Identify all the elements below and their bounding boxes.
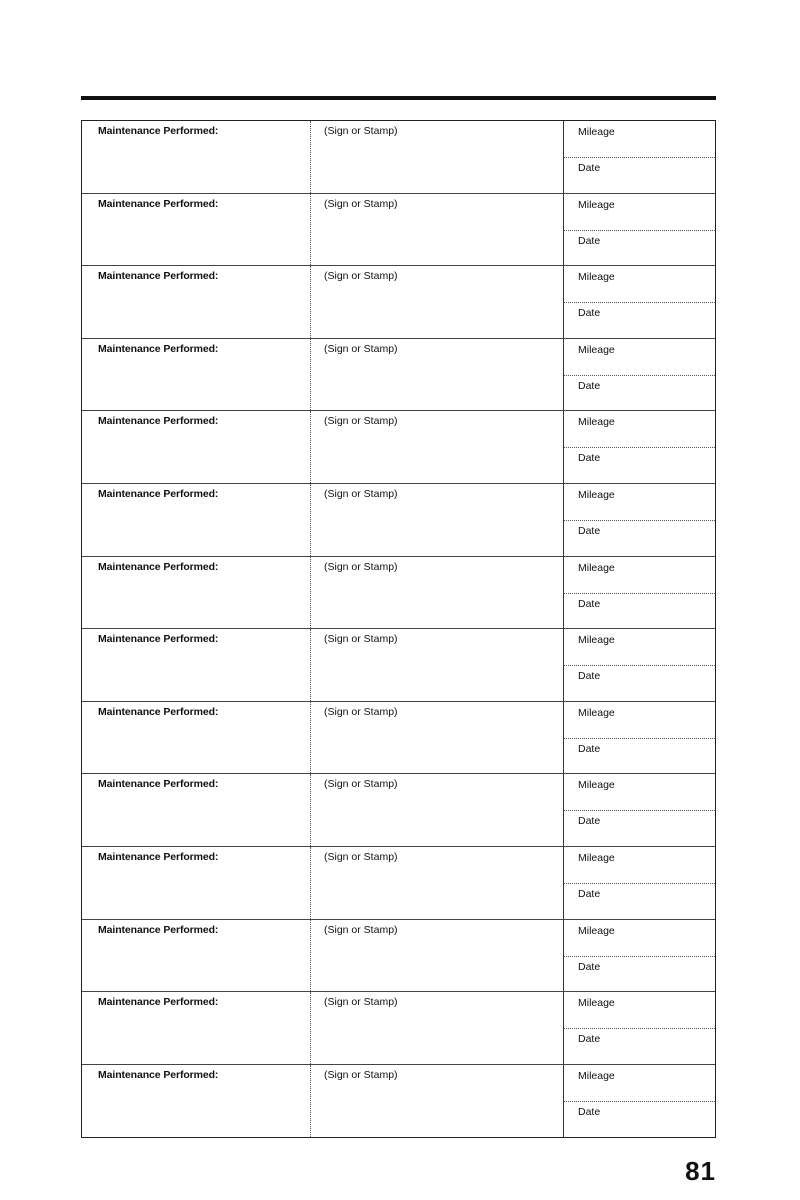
- sign-or-stamp-cell[interactable]: [311, 194, 564, 266]
- sign-or-stamp-label: (Sign or Stamp): [324, 1068, 398, 1081]
- date-label: Date: [578, 234, 601, 247]
- maintenance-performed-cell[interactable]: [82, 484, 311, 556]
- sign-or-stamp-label: (Sign or Stamp): [324, 705, 398, 718]
- sign-or-stamp-label: (Sign or Stamp): [324, 487, 398, 500]
- sign-or-stamp-label: (Sign or Stamp): [324, 996, 398, 1009]
- log-row: [82, 920, 715, 993]
- log-row: [82, 629, 715, 702]
- mileage-label: Mileage: [578, 634, 615, 647]
- mileage-date-cell: [564, 992, 715, 1064]
- date-label: Date: [578, 1033, 601, 1046]
- log-row: [82, 266, 715, 339]
- mileage-label: Mileage: [578, 343, 615, 356]
- date-label: Date: [578, 452, 601, 465]
- mileage-date-cell: [564, 1065, 715, 1138]
- page-number: 81: [685, 1156, 716, 1186]
- maintenance-performed-label: Maintenance Performed:: [98, 487, 219, 500]
- mileage-date-cell: [564, 702, 715, 774]
- maintenance-performed-label: Maintenance Performed:: [98, 342, 219, 355]
- log-row: [82, 484, 715, 557]
- date-divider: [564, 447, 715, 448]
- maintenance-performed-label: Maintenance Performed:: [98, 197, 219, 210]
- date-label: Date: [578, 379, 601, 392]
- maintenance-performed-cell[interactable]: [82, 920, 311, 992]
- maintenance-performed-label: Maintenance Performed:: [98, 270, 219, 283]
- maintenance-performed-cell[interactable]: [82, 992, 311, 1064]
- date-divider: [564, 375, 715, 376]
- date-label: Date: [578, 887, 601, 900]
- date-label: Date: [578, 1105, 601, 1118]
- mileage-date-cell: [564, 266, 715, 338]
- log-row: [82, 992, 715, 1065]
- mileage-date-cell: [564, 411, 715, 483]
- maintenance-performed-label: Maintenance Performed:: [98, 560, 219, 573]
- date-label: Date: [578, 815, 601, 828]
- mileage-label: Mileage: [578, 488, 615, 501]
- date-divider: [564, 593, 715, 594]
- log-row: [82, 1065, 715, 1138]
- date-divider: [564, 520, 715, 521]
- sign-or-stamp-cell[interactable]: [311, 557, 564, 629]
- mileage-date-cell: [564, 339, 715, 411]
- date-divider: [564, 157, 715, 158]
- date-divider: [564, 665, 715, 666]
- maintenance-performed-label: Maintenance Performed:: [98, 633, 219, 646]
- sign-or-stamp-cell[interactable]: [311, 992, 564, 1064]
- log-row: [82, 557, 715, 630]
- sign-or-stamp-cell[interactable]: [311, 847, 564, 919]
- sign-or-stamp-label: (Sign or Stamp): [324, 125, 398, 137]
- mileage-date-cell: [564, 774, 715, 846]
- maintenance-performed-cell[interactable]: [82, 194, 311, 266]
- sign-or-stamp-label: (Sign or Stamp): [324, 850, 398, 863]
- log-row: [82, 774, 715, 847]
- mileage-label: Mileage: [578, 1069, 615, 1082]
- maintenance-performed-label: Maintenance Performed:: [98, 125, 219, 137]
- maintenance-performed-cell[interactable]: [82, 411, 311, 483]
- maintenance-performed-label: Maintenance Performed:: [98, 1068, 219, 1081]
- sign-or-stamp-cell[interactable]: [311, 121, 564, 193]
- date-label: Date: [578, 670, 601, 683]
- maintenance-performed-cell[interactable]: [82, 1065, 311, 1138]
- maintenance-performed-label: Maintenance Performed:: [98, 415, 219, 428]
- top-rule: [81, 96, 716, 100]
- sign-or-stamp-label: (Sign or Stamp): [324, 415, 398, 428]
- sign-or-stamp-cell[interactable]: [311, 411, 564, 483]
- maintenance-performed-label: Maintenance Performed:: [98, 705, 219, 718]
- date-divider: [564, 1028, 715, 1029]
- maintenance-performed-label: Maintenance Performed:: [98, 923, 219, 936]
- maintenance-performed-label: Maintenance Performed:: [98, 850, 219, 863]
- sign-or-stamp-label: (Sign or Stamp): [324, 560, 398, 573]
- date-divider: [564, 883, 715, 884]
- date-label: Date: [578, 162, 601, 174]
- mileage-date-cell: [564, 920, 715, 992]
- maintenance-performed-cell[interactable]: [82, 774, 311, 846]
- sign-or-stamp-label: (Sign or Stamp): [324, 342, 398, 355]
- sign-or-stamp-label: (Sign or Stamp): [324, 923, 398, 936]
- mileage-label: Mileage: [578, 271, 615, 284]
- mileage-date-cell: [564, 484, 715, 556]
- mileage-label: Mileage: [578, 561, 615, 574]
- date-divider: [564, 1101, 715, 1102]
- date-divider: [564, 810, 715, 811]
- mileage-label: Mileage: [578, 126, 615, 138]
- sign-or-stamp-cell[interactable]: [311, 629, 564, 701]
- date-divider: [564, 738, 715, 739]
- mileage-label: Mileage: [578, 924, 615, 937]
- date-label: Date: [578, 597, 601, 610]
- log-row: [82, 847, 715, 920]
- log-row: [82, 411, 715, 484]
- date-label: Date: [578, 307, 601, 320]
- sign-or-stamp-label: (Sign or Stamp): [324, 633, 398, 646]
- mileage-date-cell: [564, 121, 715, 193]
- mileage-date-cell: [564, 194, 715, 266]
- log-row: [82, 339, 715, 412]
- date-label: Date: [578, 742, 601, 755]
- maintenance-performed-cell[interactable]: [82, 629, 311, 701]
- mileage-date-cell: [564, 847, 715, 919]
- sign-or-stamp-cell[interactable]: [311, 266, 564, 338]
- maintenance-log-table: [81, 120, 716, 1138]
- sign-or-stamp-cell[interactable]: [311, 339, 564, 411]
- mileage-date-cell: [564, 557, 715, 629]
- log-row: [82, 702, 715, 775]
- date-label: Date: [578, 524, 601, 537]
- date-divider: [564, 230, 715, 231]
- mileage-label: Mileage: [578, 997, 615, 1010]
- sign-or-stamp-cell[interactable]: [311, 702, 564, 774]
- sign-or-stamp-cell[interactable]: [311, 920, 564, 992]
- date-divider: [564, 302, 715, 303]
- sign-or-stamp-label: (Sign or Stamp): [324, 270, 398, 283]
- maintenance-performed-cell[interactable]: [82, 121, 311, 193]
- log-row: [82, 194, 715, 267]
- sign-or-stamp-cell[interactable]: [311, 484, 564, 556]
- maintenance-performed-label: Maintenance Performed:: [98, 996, 219, 1009]
- maintenance-performed-cell[interactable]: [82, 266, 311, 338]
- mileage-label: Mileage: [578, 198, 615, 211]
- date-label: Date: [578, 960, 601, 973]
- mileage-label: Mileage: [578, 416, 615, 429]
- log-row: [82, 121, 715, 194]
- maintenance-performed-cell[interactable]: [82, 557, 311, 629]
- sign-or-stamp-cell[interactable]: [311, 1065, 564, 1138]
- sign-or-stamp-label: (Sign or Stamp): [324, 197, 398, 210]
- mileage-label: Mileage: [578, 851, 615, 864]
- maintenance-performed-label: Maintenance Performed:: [98, 778, 219, 791]
- mileage-date-cell: [564, 629, 715, 701]
- maintenance-performed-cell[interactable]: [82, 847, 311, 919]
- mileage-label: Mileage: [578, 779, 615, 792]
- maintenance-performed-cell[interactable]: [82, 702, 311, 774]
- sign-or-stamp-label: (Sign or Stamp): [324, 778, 398, 791]
- maintenance-performed-cell[interactable]: [82, 339, 311, 411]
- mileage-label: Mileage: [578, 706, 615, 719]
- date-divider: [564, 956, 715, 957]
- sign-or-stamp-cell[interactable]: [311, 774, 564, 846]
